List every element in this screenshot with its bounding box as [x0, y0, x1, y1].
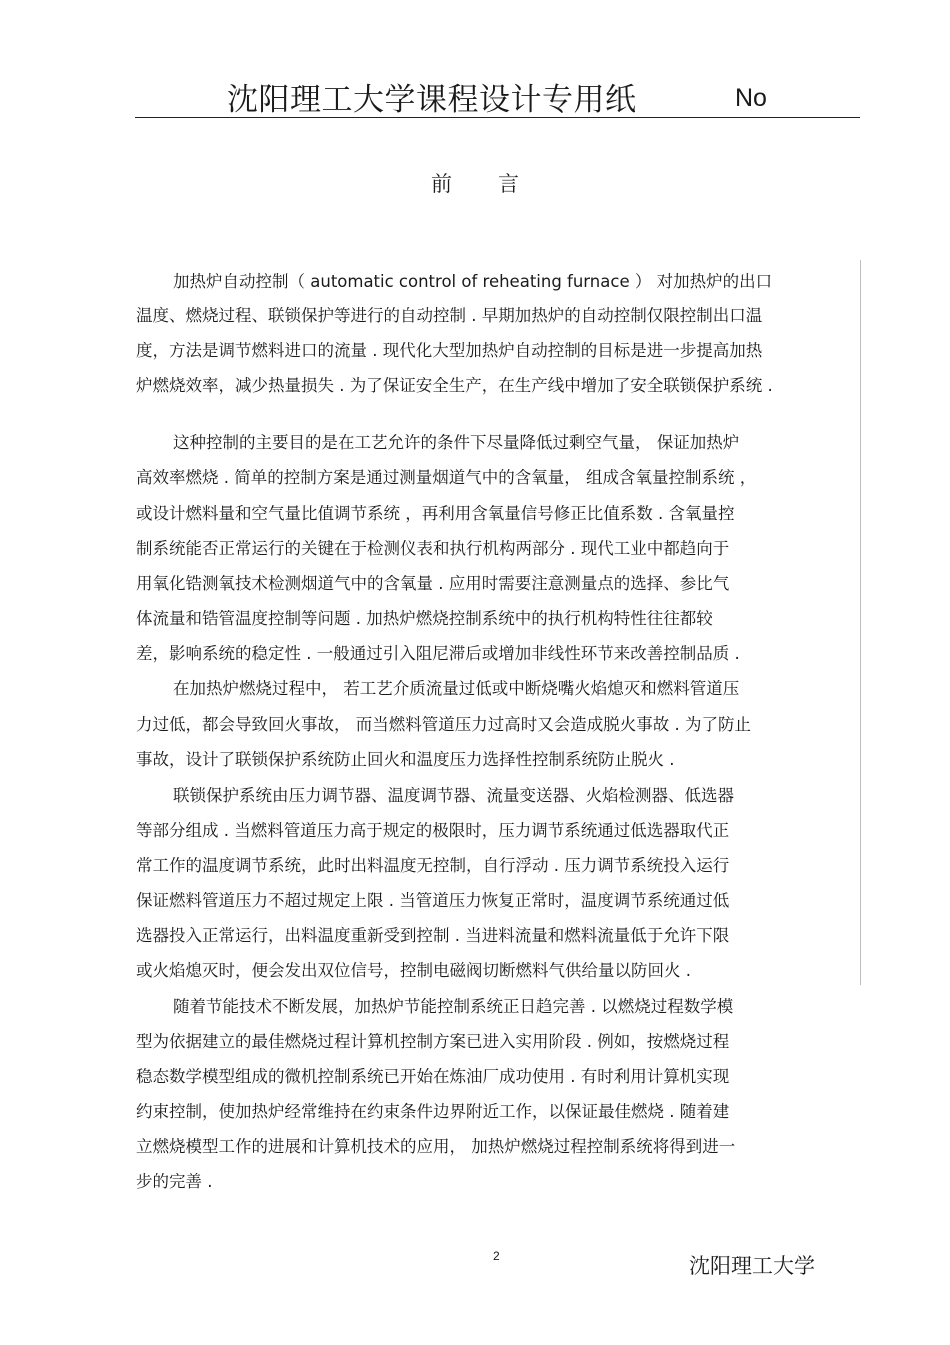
header-rule [135, 117, 860, 118]
text-line: 制系统能否正常运行的关键在于检测仪表和执行机构两部分 . 现代工业中都趋向于 [136, 539, 730, 558]
text-line: 差，影响系统的稳定性 . 一般通过引入阻尼滞后或增加非线性环节来改善控制品质 . [136, 644, 740, 663]
text-line: 温度、燃烧过程、联锁保护等进行的自动控制 . 早期加热炉的自动控制仅限控制出口温 [136, 306, 763, 325]
text-line: 力过低，都会导致回火事故， 而当燃料管道压力过高时又会造成脱火事故 . 为了防止 [136, 715, 751, 734]
text-line: 加热炉自动控制（ automatic control of reheating furnace ） 对加热炉的出口 [173, 272, 773, 291]
text-line: 在加热炉燃烧过程中， 若工艺介质流量过低或中断烧嘴火焰熄灭和燃料管道压 [173, 679, 740, 698]
text-line: 型为依据建立的最佳燃烧过程计算机控制方案已进入实用阶段 . 例如，按燃烧过程 [136, 1032, 730, 1051]
page-number-label: No [735, 84, 767, 112]
text-line: 体流量和锆管温度控制等问题 . 加热炉燃烧控制系统中的执行机构特性往往都较 [136, 609, 713, 628]
text-line: 约束控制，使加热炉经常维持在约束条件边界附近工作，以保证最佳燃烧 . 随着建 [136, 1102, 730, 1121]
text-line: 或火焰熄灭时，便会发出双位信号，控制电磁阀切断燃料气供给量以防回火 . [136, 961, 691, 980]
text-line: 炉燃烧效率，减少热量损失 . 为了保证安全生产，在生产线中增加了安全联锁保护系统 . [136, 376, 773, 395]
text-line: 联锁保护系统由压力调节器、温度调节器、流量变送器、火焰检测器、低选器 [173, 786, 734, 805]
text-line: 用氧化锆测氧技术检测烟道气中的含氧量 . 应用时需要注意测量点的选择、参比气 [136, 574, 730, 593]
page-number: 2 [493, 1249, 500, 1263]
text-line: 等部分组成 . 当燃料管道压力高于规定的极限时，压力调节系统通过低选器取代正 [136, 821, 730, 840]
margin-line [860, 260, 861, 985]
text-line: 或设计燃料量和空气量比值调节系统 ，再利用含氧量信号修正比值系数 . 含氧量控 [136, 504, 735, 523]
footer-school-name: 沈阳理工大学 [689, 1254, 815, 1278]
text-line: 常工作的温度调节系统，此时出料温度无控制，自行浮动 . 压力调节系统投入运行 [136, 856, 730, 875]
text-line: 选器投入正常运行，出料温度重新受到控制 . 当进料流量和燃料流量低于允许下限 [136, 926, 730, 945]
text-line: 高效率燃烧 . 简单的控制方案是通过测量烟道气中的含氧量， 组成含氧量控制系统 ， [136, 468, 757, 487]
text-line: 这种控制的主要目的是在工艺允许的条件下尽量降低过剩空气量， 保证加热炉 [173, 433, 740, 452]
text-line: 稳态数学模型组成的微机控制系统已开始在炼油厂成功使用 . 有时利用计算机实现 [136, 1067, 730, 1086]
text-line: 保证燃料管道压力不超过规定上限 . 当管道压力恢复正常时，温度调节系统通过低 [136, 891, 730, 910]
page-header-title: 沈阳理工大学课程设计专用纸 [227, 82, 637, 118]
text-line: 随着节能技术不断发展，加热炉节能控制系统正日趋完善 . 以燃烧过程数学模 [173, 997, 734, 1016]
text-line: 度，方法是调节燃料进口的流量 . 现代化大型加热炉自动控制的目标是进一步提高加热 [136, 341, 763, 360]
text-line: 事故，设计了联锁保护系统防止回火和温度压力选择性控制系统防止脱火 . [136, 750, 675, 769]
text-line: 步的完善 . [136, 1172, 213, 1191]
text-line: 立燃烧模型工作的进展和计算机技术的应用， 加热炉燃烧过程控制系统将得到进一 [136, 1137, 736, 1156]
section-title: 前言 [431, 172, 565, 196]
